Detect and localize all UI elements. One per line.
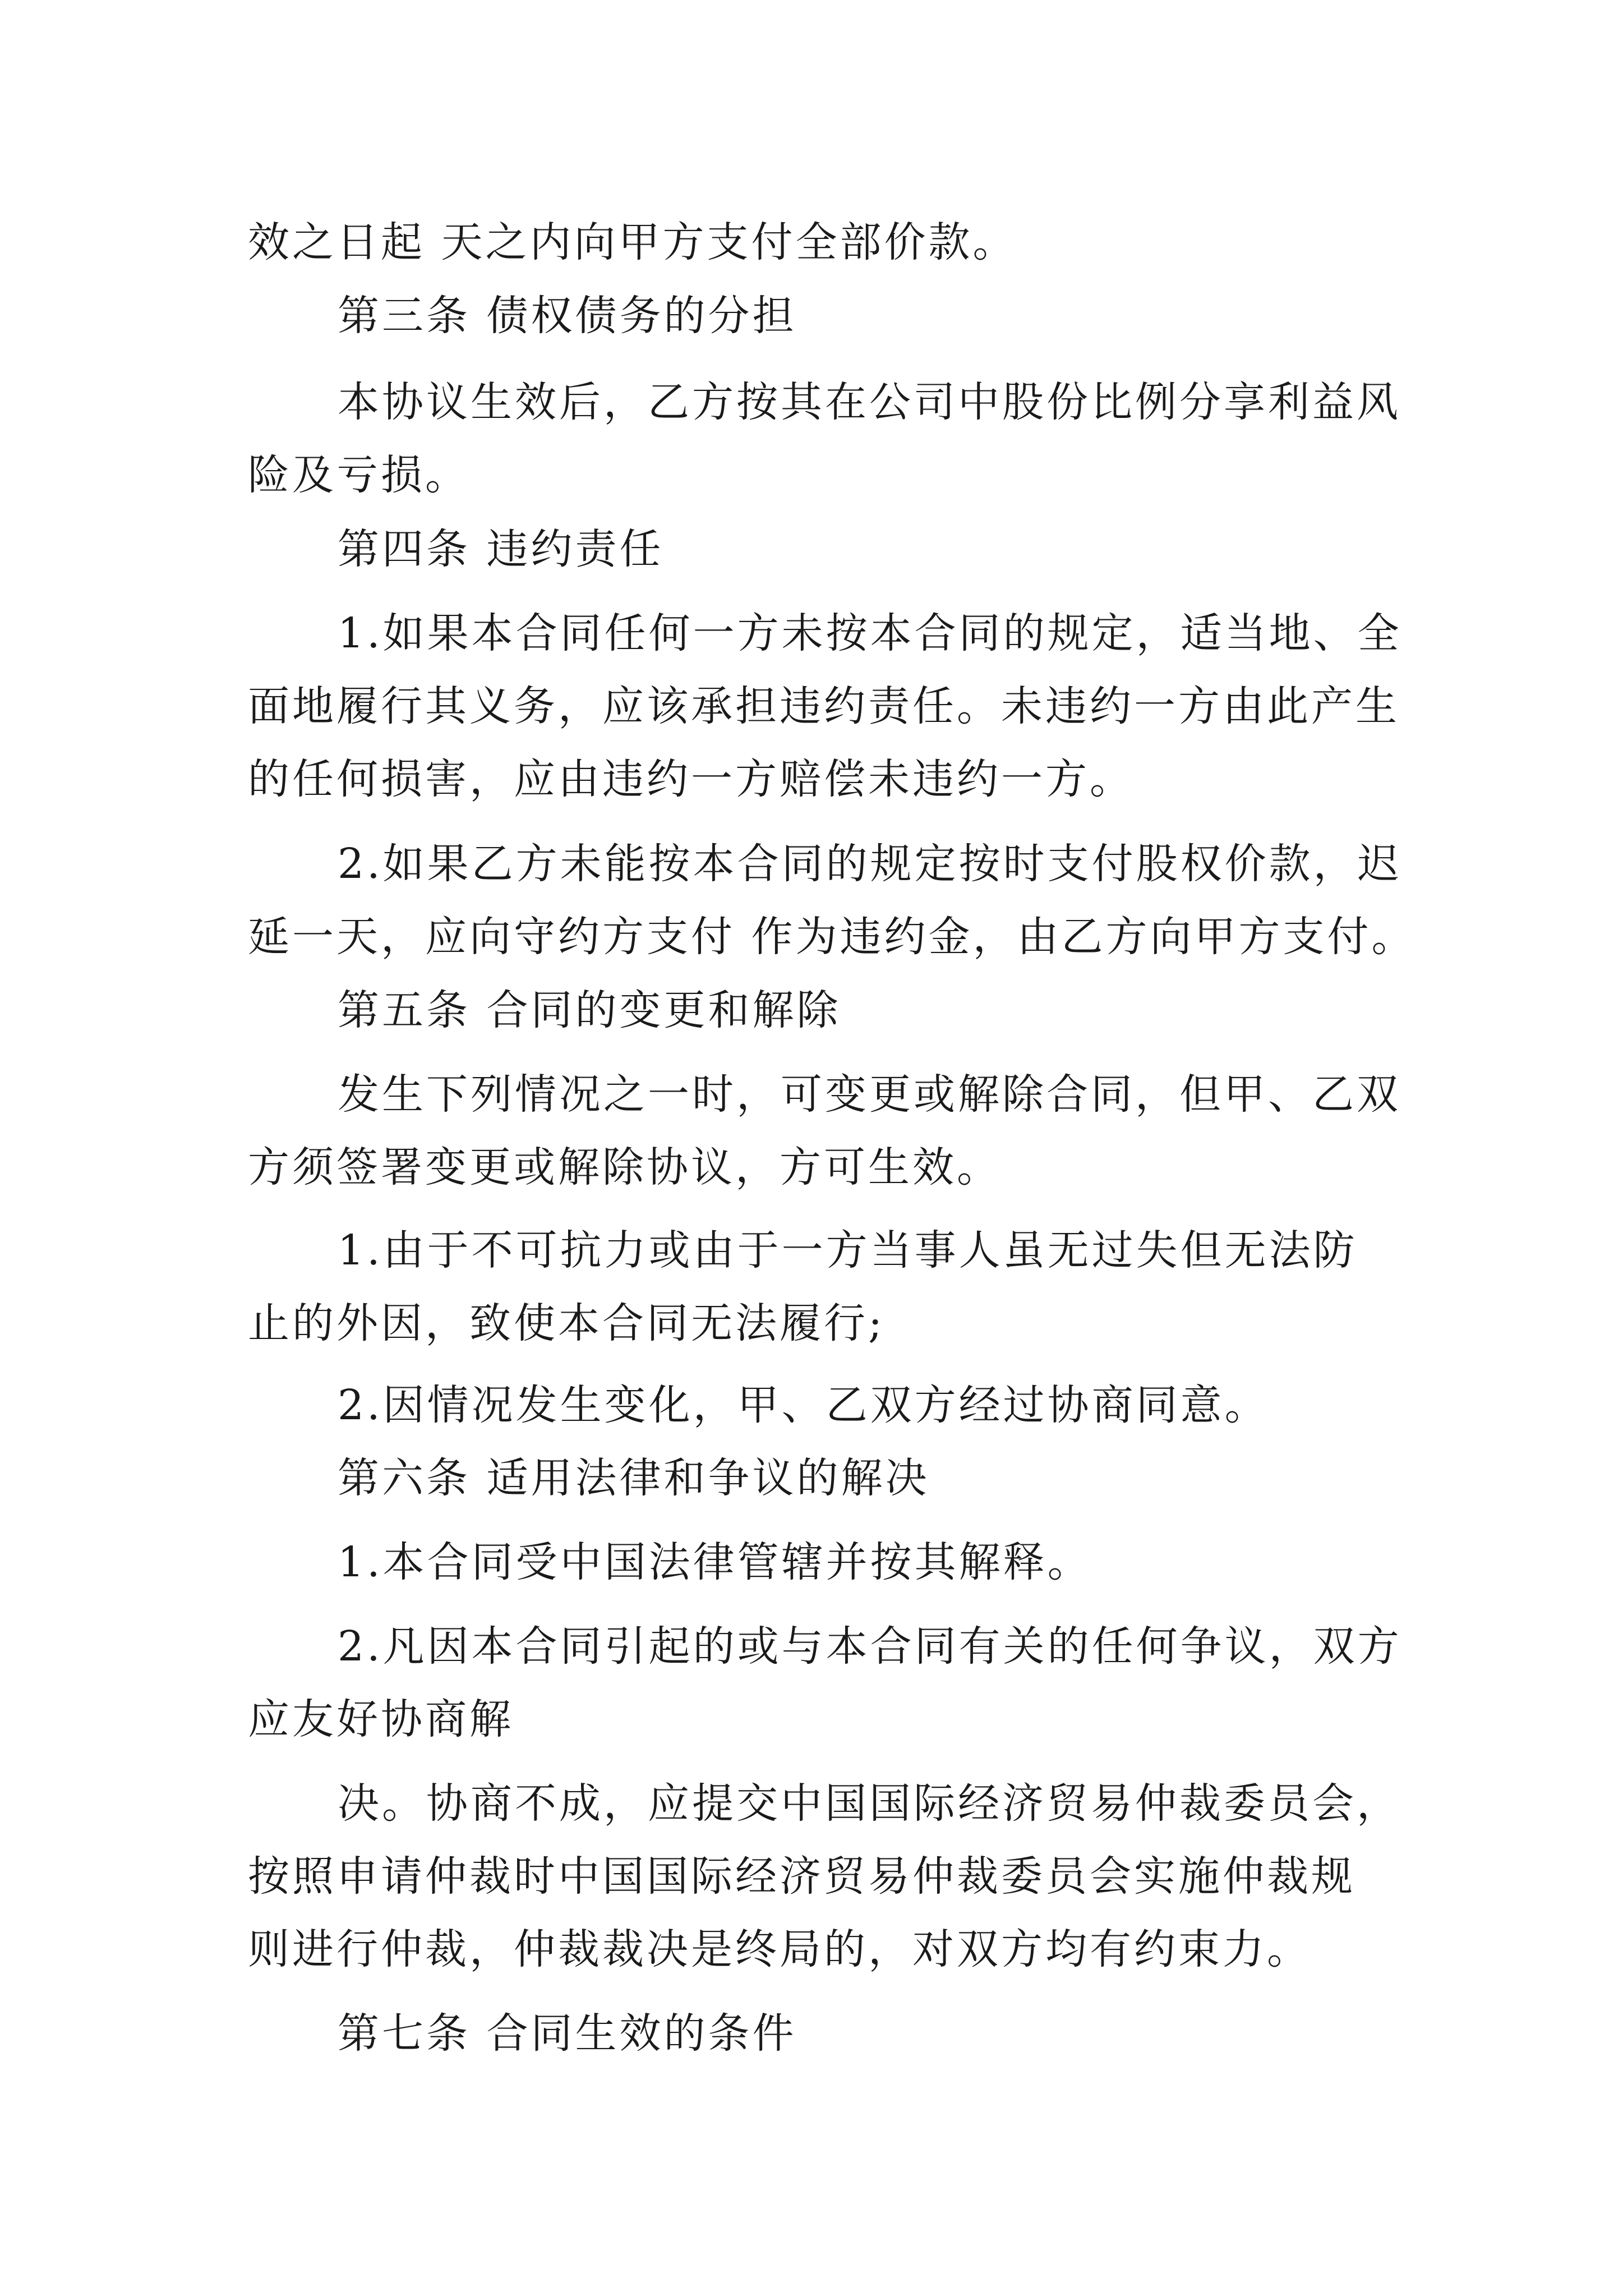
text-line: 1.如果本合同任何一方未按本合同的规定，适当地、全 bbox=[338, 609, 1402, 657]
text-line: 延一天，应向守约方支付 作为违约金，由乙方向甲方支付。 bbox=[248, 913, 1416, 961]
text-line: 则进行仲裁，仲裁裁决是终局的，对双方均有约束力。 bbox=[248, 1925, 1311, 1973]
text-line: 险及亏损。 bbox=[248, 451, 469, 499]
text-line: 1.本合同受中国法律管辖并按其解释。 bbox=[338, 1538, 1092, 1586]
article-heading: 第五条 合同的变更和解除 bbox=[338, 986, 841, 1034]
article-heading: 第七条 合同生效的条件 bbox=[338, 2009, 797, 2058]
text-line: 2.凡因本合同引起的或与本合同有关的任何争议，双方 bbox=[338, 1622, 1402, 1671]
article-heading: 第三条 债权债务的分担 bbox=[338, 292, 797, 340]
article-heading: 第六条 适用法律和争议的解决 bbox=[338, 1454, 930, 1502]
text-line: 本协议生效后，乙方按其在公司中股份比例分享利益风 bbox=[338, 378, 1401, 426]
text-line: 面地履行其义务，应该承担违约责任。未违约一方由此产生 bbox=[248, 682, 1400, 730]
text-line: 应友好协商解 bbox=[248, 1695, 514, 1743]
text-line: 决。协商不成，应提交中国国际经济贸易仲裁委员会， bbox=[338, 1779, 1401, 1828]
text-line: 效之日起 天之内向甲方支付全部价款。 bbox=[248, 218, 1017, 266]
text-line: 止的外因，致使本合同无法履行; bbox=[248, 1299, 885, 1347]
text-line: 2.如果乙方未能按本合同的规定按时支付股权价款，迟 bbox=[338, 840, 1402, 888]
text-line: 发生下列情况之一时，可变更或解除合同，但甲、乙双 bbox=[338, 1070, 1401, 1119]
article-heading: 第四条 违约责任 bbox=[338, 525, 664, 573]
text-line: 方须签署变更或解除协议，方可生效。 bbox=[248, 1143, 1001, 1191]
text-line: 的任何损害，应由违约一方赔偿未违约一方。 bbox=[248, 755, 1134, 803]
text-line: 按照申请仲裁时中国国际经济贸易仲裁委员会实施仲裁规 bbox=[248, 1852, 1355, 1901]
text-line: 1.由于不可抗力或由于一方当事人虽无过失但无法防 bbox=[338, 1226, 1358, 1274]
text-line: 2.因情况发生变化，甲、乙双方经过协商同意。 bbox=[338, 1381, 1269, 1429]
